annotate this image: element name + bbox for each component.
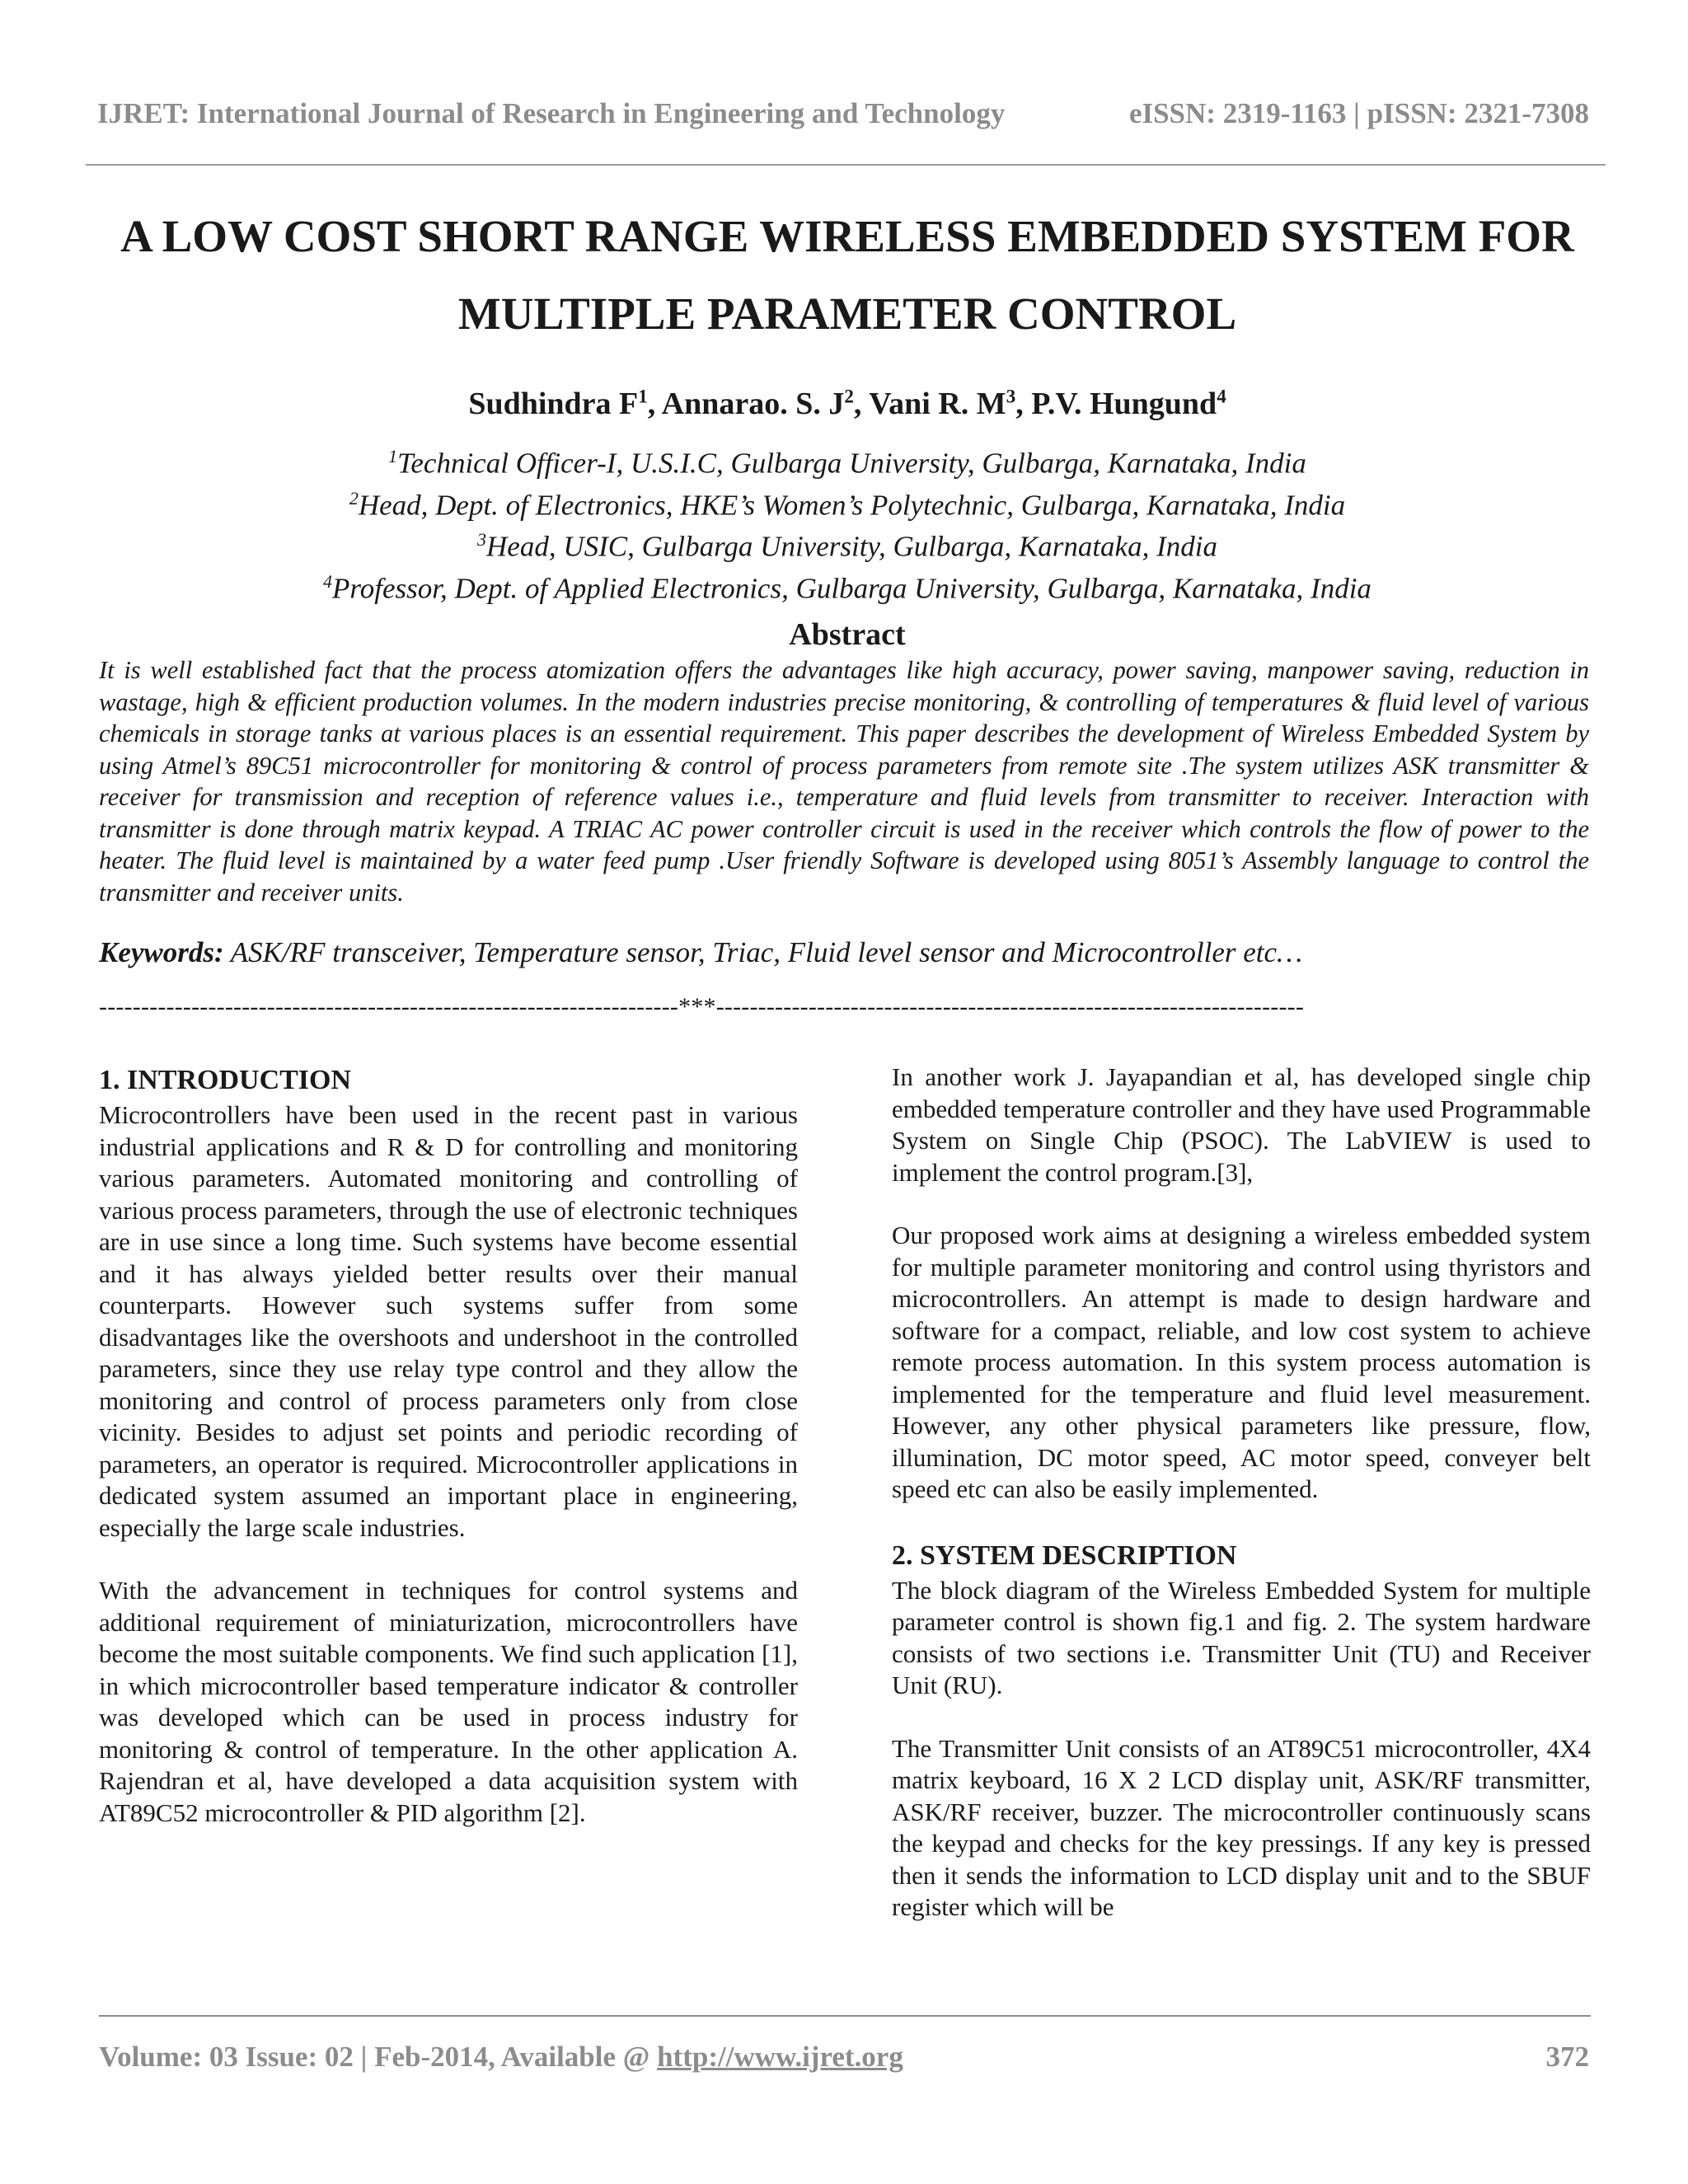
affiliation (99, 439, 1596, 481)
issn-numbers: eISSN: 2319-1163 | pISSN: 2321-7308 (1128, 97, 1589, 129)
paragraph: The Transmitter Unit consists of an AT89C51 microcontroller, 4X4 matrix keyboard, 16 X 2 LCD display unit, ASK/RF transmitter, ASK/RF receiver, buzzer. The microcontroller continuously scans the keypad and checks for the key pressings. If any key is pressed then it sends the information to LCD display unit and to the SBUF register which will be (892, 1733, 1591, 1921)
author-name: Annarao. S. J (661, 387, 845, 421)
author-separator: , (1015, 387, 1032, 421)
section-heading-introduction: 1. INTRODUCTION (99, 1065, 352, 1095)
author-index: 1 (638, 386, 648, 407)
author-index: 4 (1217, 386, 1226, 407)
title-line-1: A LOW COST SHORT RANGE WIRELESS EMBEDDED SYSTEM FOR (120, 211, 1574, 261)
author-separator: , (853, 387, 870, 421)
paper-title (99, 198, 1596, 353)
abstract-heading: Abstract (789, 617, 906, 652)
volume-info: Volume: 03 Issue: 02 | Feb-2014, Available @ (99, 2041, 658, 2073)
section-separator: ---------------------------------------------------------------------***---------------------------------------------------------------------- (99, 993, 1305, 1020)
author-name: Vani R. M (869, 387, 1006, 421)
affiliation-index: 1 (388, 446, 398, 466)
author-name: Sudhindra F (468, 387, 639, 421)
abstract-text: It is well established fact that the process atomization offers the advantages like high accuracy, power saving, manpower saving, reduction in wastage, high & efficient production volumes. In the modern industries precise monitoring, & controlling of temperatures & fluid level of various chemicals in storage tanks at various places is an essential requirement. This paper describes the development of Wireless Embedded System by using Atmel’s 89C51 microcontroller for monitoring & control of process parameters from remote site .The system utilizes ASK transmitter & receiver for transmission and reception of reference values i.e., temperature and fluid levels from transmitter to receiver. Interaction with transmitter is done through matrix keypad. A TRIAC AC power controller circuit is used in the receiver which controls the flow of power to the heater. The fluid level is maintained by a water feed pump .User friendly Software is developed using 8051’s Assembly language to control the transmitter and receiver units. (99, 656, 1589, 907)
paragraph: Microcontrollers have been used in the recent past in various industrial applications and R & D for controlling and monitoring various parameters. Automated monitoring and controlling of various process parameters, through the use of electronic techniques are in use since a long time. Such systems have become essential and it has always yielded better results over their manual counterparts. However such systems suffer from some disadvantages like the overshoots and undershoot in the controlled parameters, since they use relay type control and they allow the monitoring and control of process parameters only from close vicinity. Besides to adjust set points and periodic recording of parameters, an operator is required. Microcontroller applications in dedicated system assumed an important place in engineering, especially the large scale industries. (99, 1100, 798, 1542)
affiliation-index: 3 (477, 529, 487, 551)
title-line-2: MULTIPLE PARAMETER CONTROL (457, 288, 1237, 339)
author-index: 3 (1006, 386, 1016, 407)
header-divider (86, 164, 1606, 166)
affiliation-index: 4 (323, 570, 333, 592)
affiliation-list (99, 439, 1596, 607)
affiliation-text: Head, USIC, Gulbarga University, Gulbarga, Karnataka, India (486, 530, 1217, 563)
affiliation (99, 523, 1596, 565)
footer-divider (99, 2015, 1591, 2017)
right-column (892, 1062, 1591, 1924)
left-column (99, 1062, 798, 1829)
footer-volume (99, 2041, 903, 2074)
paragraph: Our proposed work aims at designing a wireless embedded system for multiple parameter monitoring and control using thyristors and microcontrollers. An attempt is made to design hardware and software for a compact, reliable, and low cost system to achieve remote process automation. In this system process automation is implemented for the temperature and fluid level measurement. However, any other physical parameters like pressure, flow, illumination, DC motor speed, AC motor speed, conveyer belt speed etc can also be easily implemented. (892, 1221, 1591, 1503)
author-name: P.V. Hungund (1031, 387, 1217, 421)
journal-name: IJRET: International Journal of Research in Engineering and Technology (97, 97, 1006, 129)
affiliation-text: Professor, Dept. of Applied Electronics, Gulbarga University, Gulbarga, Karnataka, India (332, 572, 1372, 605)
affiliation-text: Technical Officer-I, U.S.I.C, Gulbarga University, Gulbarga, Karnataka, India (397, 447, 1306, 480)
page-number: 372 (1545, 2041, 1589, 2073)
journal-link[interactable]: http://www.ijret.org (657, 2041, 903, 2073)
paragraph: With the advancement in techniques for control systems and additional requirement of miniaturization, microcontrollers have become the most suitable components. We find such application [1], in which microcontroller based temperature indicator & controller was developed which can be used in process industry for monitoring & control of temperature. In the other application A. Rajendran et al, have developed a data acquisition system with AT89C52 microcontroller & PID algorithm [2]. (99, 1576, 798, 1827)
keywords-text: ASK/RF transceiver, Temperature sensor, Triac, Fluid level sensor and Microcontroller etc… (223, 936, 1303, 968)
affiliation-text: Head, Dept. of Electronics, HKE’s Women’s Polytechnic, Gulbarga, Karnataka, India (358, 489, 1346, 522)
author-index: 2 (844, 386, 854, 407)
paragraph: In another work J. Jayapandian et al, has developed single chip embedded temperature controller and they have used Programmable System on Single Chip (PSOC). The LabVIEW is used to implement the control program.[3], (892, 1062, 1591, 1187)
affiliation-index: 2 (349, 487, 359, 509)
paragraph: The block diagram of the Wireless Embedded System for multiple parameter control is shown fig.1 and fig. 2. The system hardware consists of two sections i.e. Transmitter Unit (TU) and Receiver Unit (RU). (892, 1575, 1591, 1699)
keywords-label: Keywords: (99, 936, 224, 968)
section-heading-system-description: 2. SYSTEM DESCRIPTION (892, 1540, 1237, 1571)
affiliation (99, 565, 1596, 607)
keywords (99, 936, 1591, 969)
author-separator: , (647, 387, 662, 421)
author-list (99, 386, 1596, 422)
affiliation (99, 481, 1596, 523)
